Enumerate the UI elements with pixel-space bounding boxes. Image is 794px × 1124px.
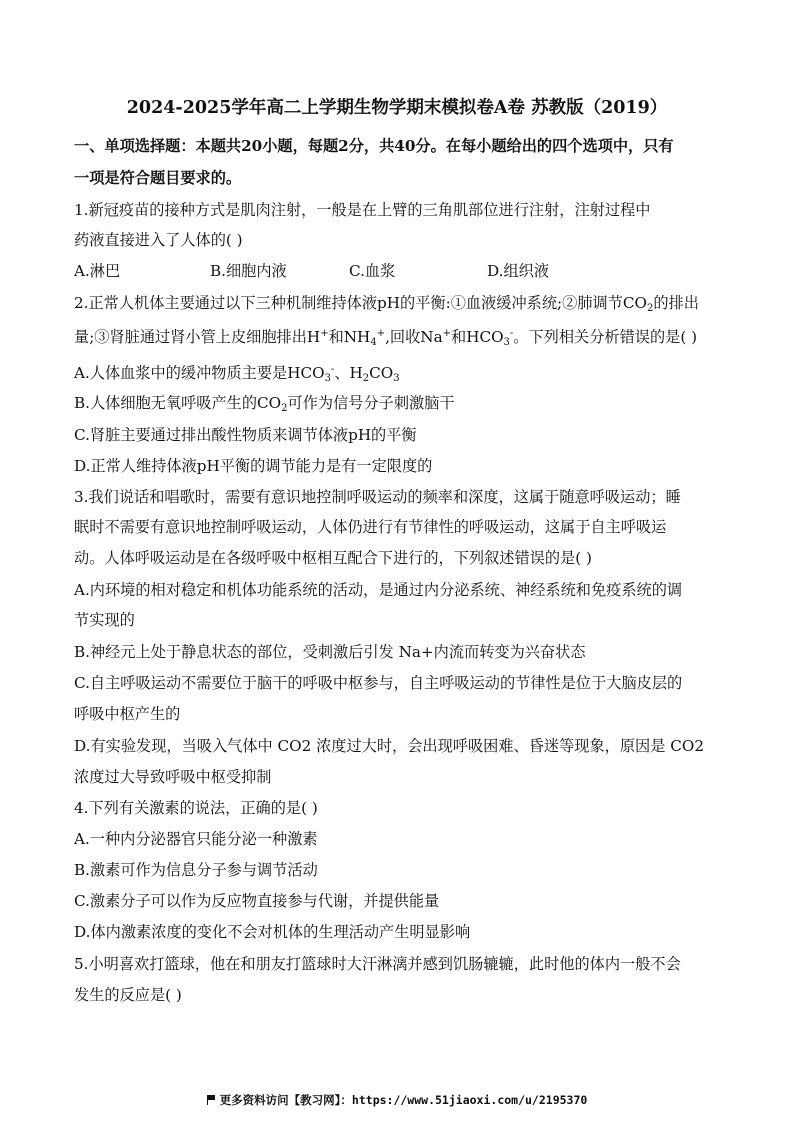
q3-option-d-line-1: D.有实验发现，当吸入气体中 CO2 浓度过大时，会出现呼吸困难、昏迷等现象，原因是 CO2 bbox=[74, 737, 704, 755]
q3-option-d-line-2: 浓度过大导致呼吸中枢受抑制 bbox=[74, 768, 272, 786]
section-heading-line-2: 一项是符合题目要求的。 bbox=[74, 169, 242, 187]
footer-link[interactable] bbox=[0, 1092, 794, 1108]
q1-options-row bbox=[74, 261, 549, 281]
q3-option-b: B.神经元上处于静息状态的部位，受刺激后引发 Na+内流而转变为兴奋状态 bbox=[74, 643, 586, 661]
flag-icon bbox=[207, 1095, 216, 1105]
q1-option-b: B.细胞内液 bbox=[210, 262, 287, 280]
q3-option-c-line-1: C.自主呼吸运动不需要位于脑干的呼吸中枢参与，自主呼吸运动的节律性是位于大脑皮层的 bbox=[74, 674, 683, 692]
q3-option-a-line-1: A.内环境的相对稳定和机体功能系统的活动，是通过内分泌系统、神经系统和免疫系统的调 bbox=[74, 581, 683, 599]
q2-option-c: C.肾脏主要通过排出酸性物质来调节体液pH的平衡 bbox=[74, 426, 417, 444]
section-heading-line-1: 一、单项选择题：本题共20小题，每题2分，共40分。在每小题给出的四个选项中，只有 bbox=[74, 137, 674, 155]
q2-option-a: A.人体血浆中的缓冲物质主要是$HCO_3^-$、$H_2CO_3$ bbox=[74, 364, 400, 384]
q4-option-c: C.激素分子可以作为反应物直接参与代谢，并提供能量 bbox=[74, 892, 440, 910]
q4-option-d: D.体内激素浓度的变化不会对机体的生理活动产生明显影响 bbox=[74, 923, 471, 941]
q1-option-c: C.血浆 bbox=[349, 262, 396, 280]
q5-stem-line-1: 5.小明喜欢打篮球，他在和朋友打篮球时大汗淋漓并感到饥肠辘辘，此时他的体内一般不会 bbox=[74, 955, 681, 973]
q3-option-a-line-2: 节实现的 bbox=[74, 611, 135, 629]
q4-option-a: A.一种内分泌器官只能分泌一种激素 bbox=[74, 830, 318, 848]
q1-stem-line-1: 1.新冠疫苗的接种方式是肌肉注射，一般是在上臂的三角肌部位进行注射，注射过程中 bbox=[74, 201, 651, 219]
q2-stem-line-1: 2.正常人机体主要通过以下三种机制维持体液pH的平衡:①血液缓冲系统;②肺调节$CO_2$的排出 bbox=[74, 294, 699, 314]
q3-option-c-line-2: 呼吸中枢产生的 bbox=[74, 705, 181, 723]
q3-stem-line-3: 动。人体呼吸运动是在各级呼吸中枢相互配合下进行的，下列叙述错误的是( ) bbox=[74, 549, 592, 567]
q1-option-a: A.淋巴 bbox=[74, 262, 121, 280]
q2-option-d: D.正常人维持体液pH平衡的调节能力是有一定限度的 bbox=[74, 457, 433, 475]
q4-stem: 4.下列有关激素的说法，正确的是( ) bbox=[74, 799, 318, 817]
q1-option-d: D.组织液 bbox=[487, 262, 550, 280]
q1-stem-line-2: 药液直接进入了人体的( ) bbox=[74, 231, 243, 249]
q3-stem-line-1: 3.我们说话和唱歌时，需要有意识地控制呼吸运动的频率和深度，这属于随意呼吸运动；睡 bbox=[74, 488, 681, 506]
q2-option-b: B.人体细胞无氧呼吸产生的$CO_2$可作为信号分子刺激脑干 bbox=[74, 394, 455, 414]
q2-stem-line-2: 量;③肾脏通过肾小管上皮细胞排出H+和$NH_4^+$,回收Na+和$HCO_3^-$。下列相关分析错误的是( ) bbox=[74, 328, 698, 348]
footer-text: 更多资料访问【教习网】：https://www.51jiaoxi.com/u/2195370 bbox=[219, 1093, 588, 1107]
q5-stem-line-2: 发生的反应是( ) bbox=[74, 986, 182, 1004]
q3-stem-line-2: 眠时不需要有意识地控制呼吸运动，人体仍进行有节律性的呼吸运动，这属于自主呼吸运 bbox=[74, 518, 667, 536]
document-title: 2024-2025学年高二上学期生物学期末模拟卷A卷 苏教版（2019） bbox=[126, 98, 668, 118]
q4-option-b: B.激素可作为信息分子参与调节活动 bbox=[74, 861, 318, 879]
